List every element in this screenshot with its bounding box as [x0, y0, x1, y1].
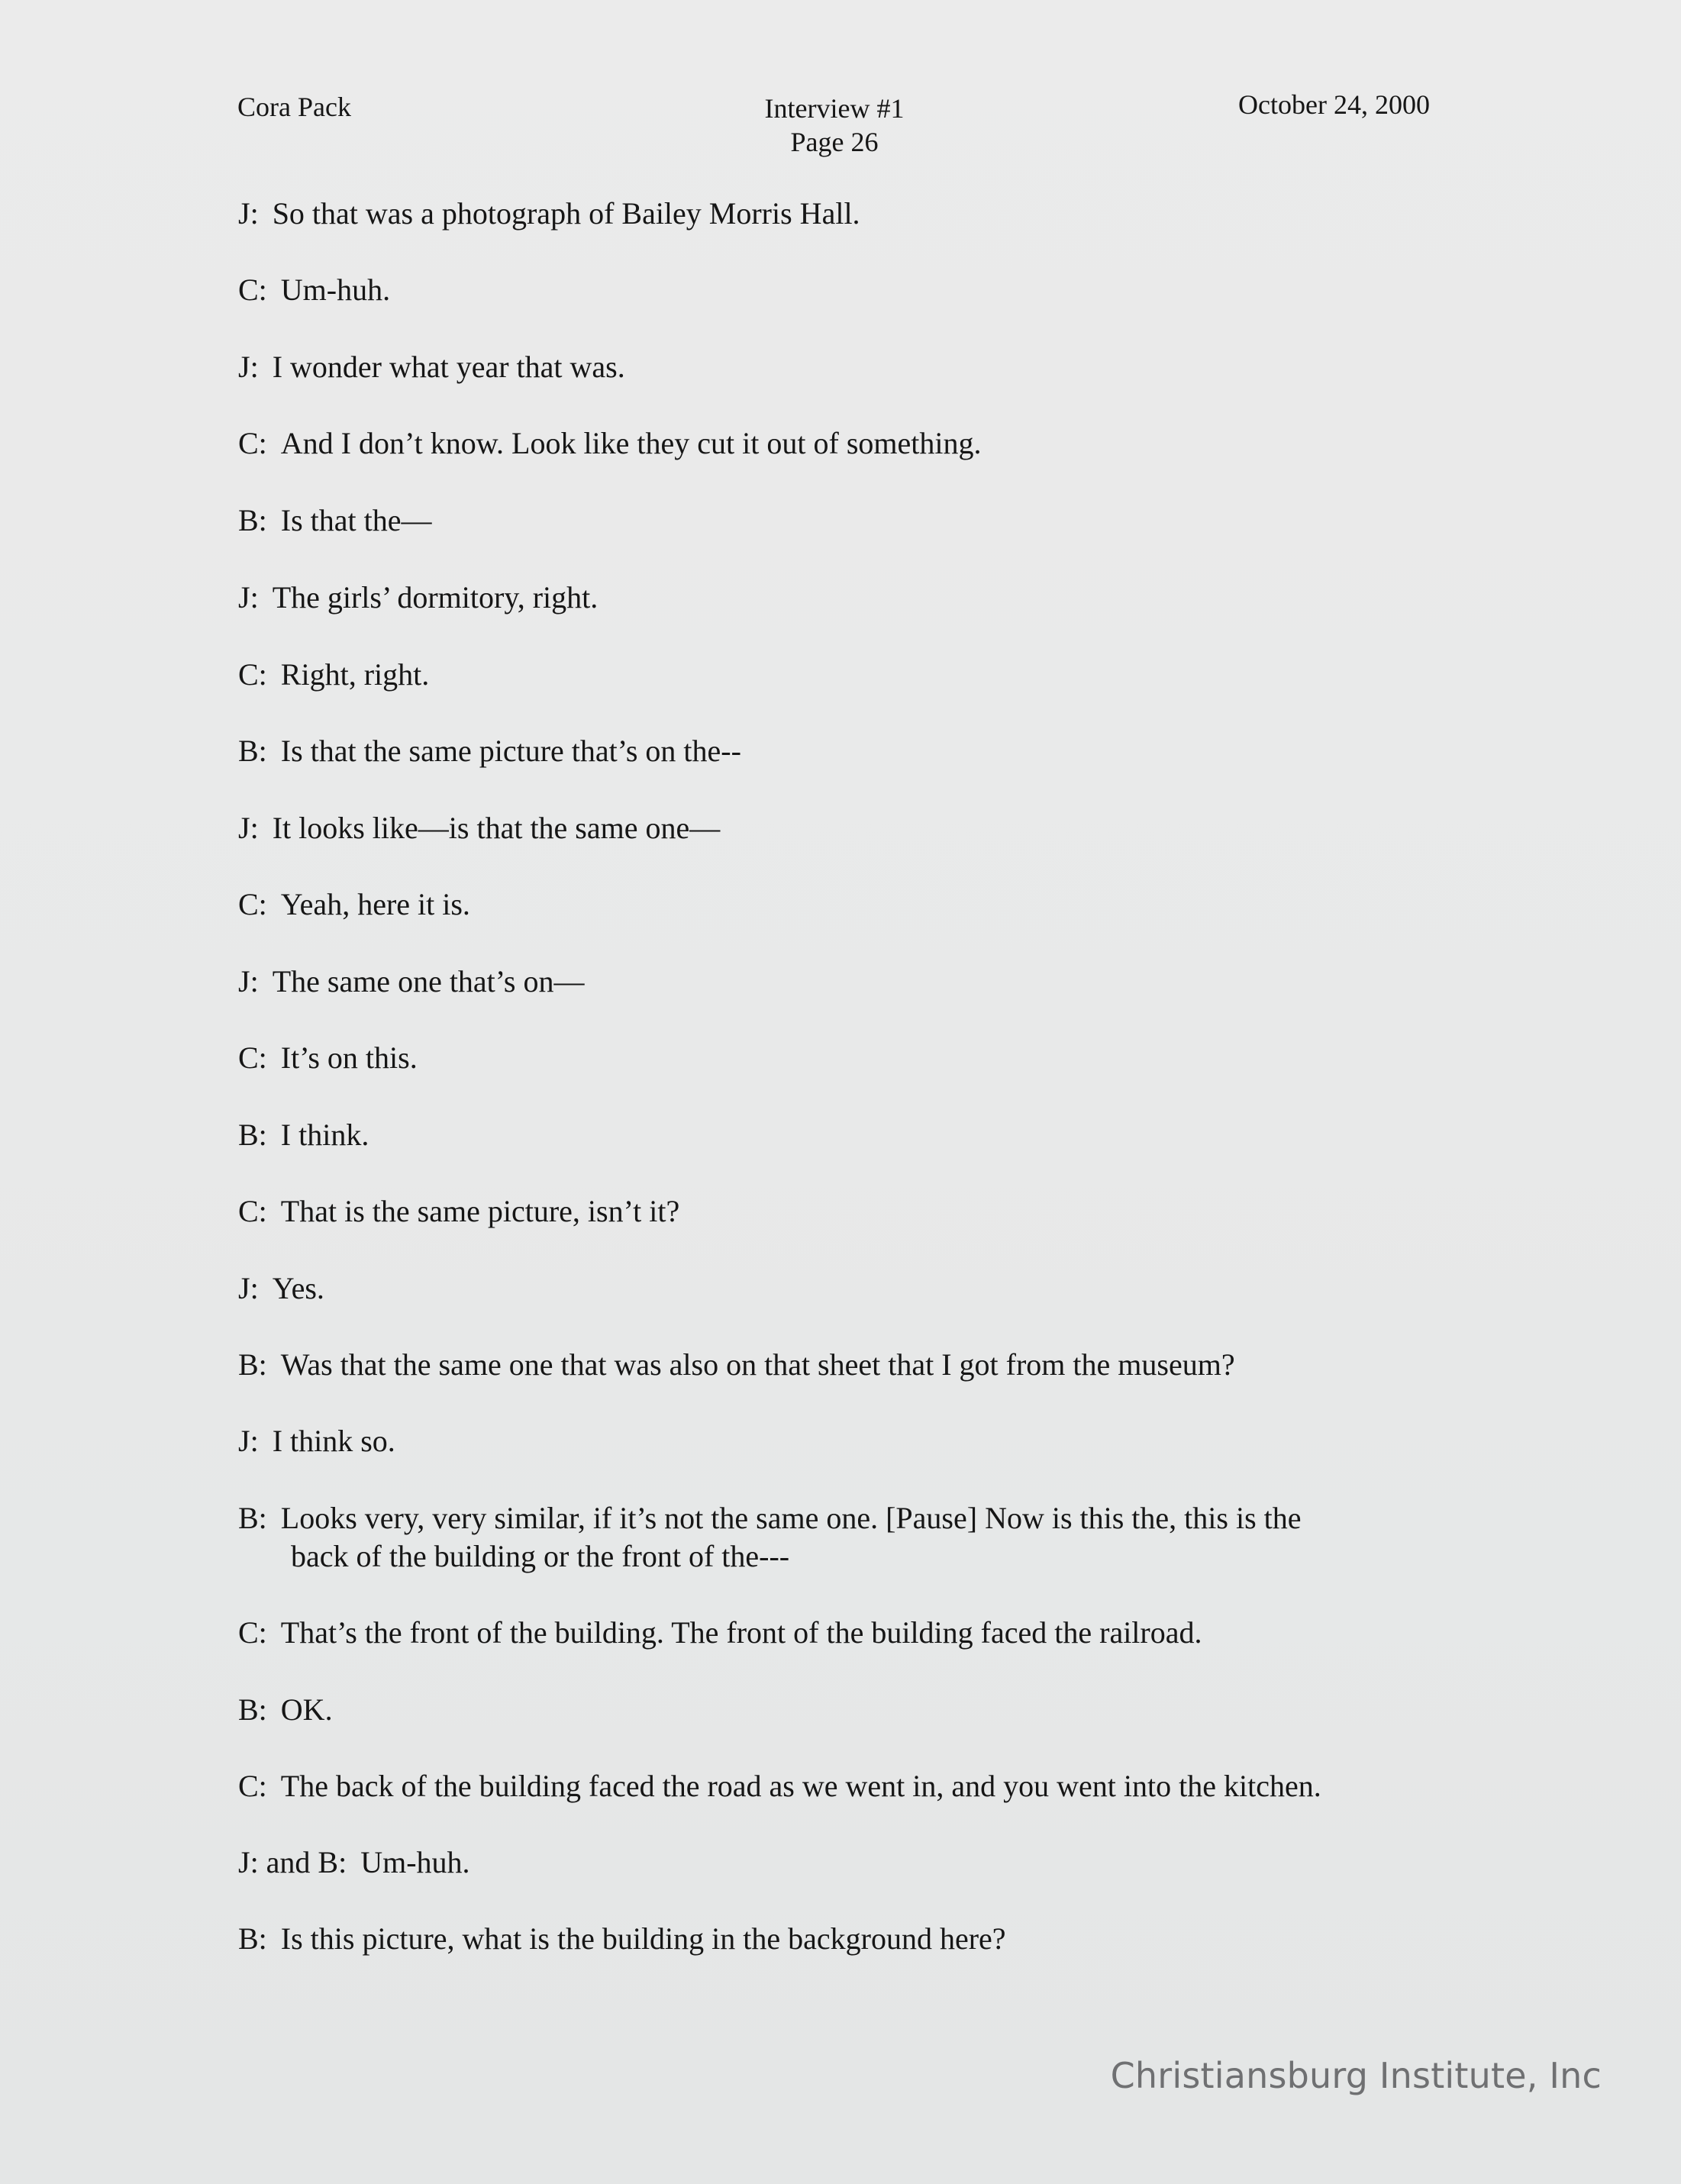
transcript-turn — [238, 424, 1460, 463]
speaker-label: C: — [238, 1040, 267, 1075]
speaker-label: J: — [238, 811, 259, 845]
speaker-label: C: — [238, 887, 267, 921]
header-interviewee-name: Cora Pack — [237, 92, 351, 122]
speaker-label: J: — [238, 350, 259, 384]
turn-text: Was that the same one that was also on that sheet that I got from the museum? — [280, 1347, 1235, 1382]
speaker-label: B: — [238, 1347, 267, 1382]
turn-text: The girls’ dormitory, right. — [272, 580, 599, 615]
speaker-label: B: — [238, 503, 267, 537]
turn-text: It’s on this. — [280, 1040, 418, 1075]
speaker-label: B: — [238, 1921, 267, 1956]
turn-text: I think so. — [272, 1424, 395, 1458]
transcript-turn — [238, 1767, 1460, 1805]
turn-text: It looks like—is that the same one— — [272, 811, 721, 845]
transcript-turn — [238, 1614, 1460, 1652]
transcript-turn — [238, 1920, 1460, 1958]
transcript-turn — [238, 963, 1460, 1001]
transcript-turn — [238, 1116, 1460, 1154]
transcript-turn — [238, 1499, 1460, 1576]
transcript-turn — [238, 1039, 1460, 1077]
header-interview-info — [720, 92, 949, 159]
turn-text: Is this picture, what is the building in the background here? — [280, 1921, 1006, 1956]
speaker-label: B: — [238, 734, 267, 768]
watermark-text: Christiansburg Institute, Inc — [1110, 2055, 1602, 2096]
header-interview-number: Interview #1 — [764, 93, 905, 124]
speaker-label: C: — [238, 1615, 267, 1650]
speaker-label: J: — [238, 964, 259, 998]
speaker-label: J: — [238, 196, 259, 231]
speaker-label: C: — [238, 1194, 267, 1228]
transcript-turn — [238, 656, 1460, 694]
turn-text: The same one that’s on— — [272, 964, 585, 998]
transcript-turn — [238, 579, 1460, 617]
transcript-turn — [238, 348, 1460, 386]
turn-text: That’s the front of the building. The front of the building faced the railroad. — [280, 1615, 1202, 1650]
speaker-label: C: — [238, 1769, 267, 1803]
transcript-turn — [238, 271, 1460, 309]
speaker-label: B: — [238, 1118, 267, 1152]
speaker-label: J: and B: — [238, 1845, 347, 1879]
turn-text: That is the same picture, isn’t it? — [280, 1194, 680, 1228]
turn-text: Yeah, here it is. — [280, 887, 470, 921]
speaker-label: J: — [238, 1424, 259, 1458]
speaker-label: C: — [238, 657, 267, 692]
turn-text: I think. — [280, 1118, 369, 1152]
transcript-turn — [238, 886, 1460, 924]
turn-text: The back of the building faced the road as we went in, and you went into the kitchen. — [280, 1769, 1321, 1803]
speaker-label: B: — [238, 1501, 267, 1535]
transcript-turn — [238, 732, 1460, 770]
speaker-label: B: — [238, 1692, 267, 1727]
speaker-label: C: — [238, 273, 267, 307]
page-header — [0, 90, 1681, 166]
turn-text-continuation: back of the building or the front of the--- — [291, 1539, 790, 1573]
transcript-turn — [238, 1844, 1460, 1882]
turn-text: Um-huh. — [280, 273, 391, 307]
turn-text: Is that the same picture that’s on the-- — [280, 734, 741, 768]
speaker-label: J: — [238, 580, 259, 615]
transcript-turn — [238, 1269, 1460, 1308]
transcript-turn — [238, 195, 1460, 233]
turn-text: And I don’t know. Look like they cut it out of something. — [280, 426, 982, 460]
transcript-turn — [238, 1192, 1460, 1231]
turn-text: Is that the— — [280, 503, 432, 537]
speaker-label: C: — [238, 426, 267, 460]
transcript-turn — [238, 502, 1460, 540]
header-page-number: Page 26 — [790, 127, 879, 157]
speaker-label: J: — [238, 1271, 259, 1305]
turn-text: Looks very, very similar, if it’s not the same one. [Pause] Now is this the, this is the — [280, 1501, 1302, 1535]
header-date: October 24, 2000 — [1238, 89, 1430, 120]
turn-text: Um-huh. — [360, 1845, 470, 1879]
turn-text: Right, right. — [280, 657, 430, 692]
transcript-turn — [238, 1346, 1460, 1384]
transcript-turn — [238, 809, 1460, 847]
turn-text: So that was a photograph of Bailey Morris Hall. — [272, 196, 860, 231]
transcript-turn — [238, 1422, 1460, 1460]
turn-text: Yes. — [272, 1271, 324, 1305]
turn-text: OK. — [280, 1692, 333, 1727]
turn-text: I wonder what year that was. — [272, 350, 625, 384]
transcript-turn — [238, 1691, 1460, 1729]
